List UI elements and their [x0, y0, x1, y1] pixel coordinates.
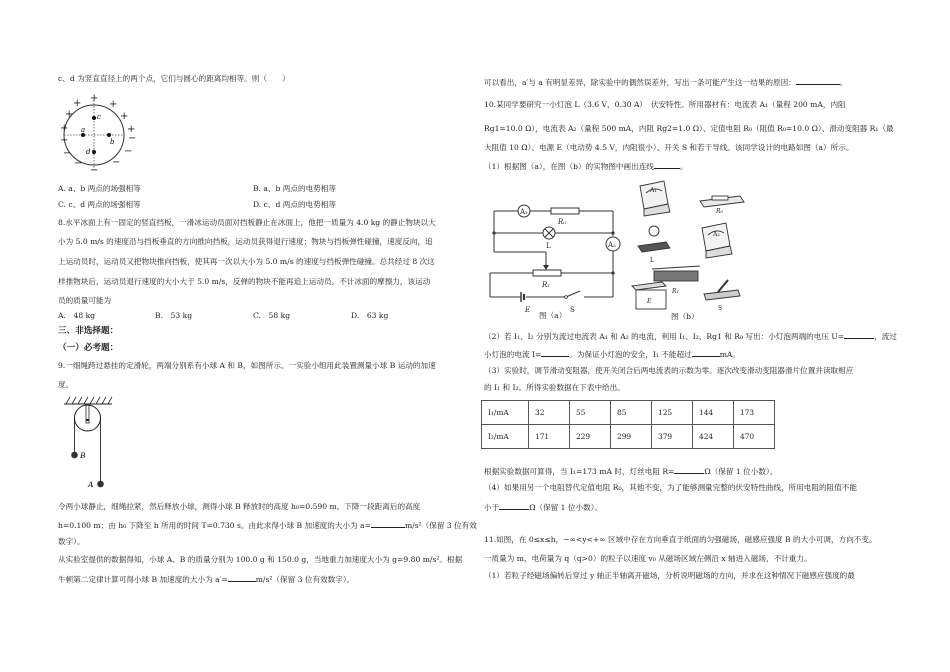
svg-text:d: d — [86, 148, 91, 156]
ball-a-label: A — [88, 480, 94, 489]
svg-text:A₂: A₂ — [608, 241, 616, 249]
q11-line-2: 一质量为 m，电荷量为 q（q>0）的粒子以速度 v₀ 从磁场区域左侧沿 x 轴进入磁场，不计重力。 — [484, 554, 812, 563]
svg-text:−: − — [124, 146, 133, 157]
table-cell: 125 — [652, 401, 693, 425]
table-cell: 171 — [529, 425, 570, 449]
q8-line-3: 上运动员时，运动员又把物块推向挡板，使其再一次以大小为 5.0 m/s 的速度与挡板弹性碰撞。总共经过 8 次这 — [58, 257, 435, 266]
table-row — [482, 401, 775, 425]
answer-blank-wiring[interactable] — [654, 160, 680, 169]
data-table — [481, 400, 775, 449]
table-cell: 32 — [529, 401, 570, 425]
svg-text:−: − — [74, 158, 83, 169]
q8-option-d: D. 63 kg — [351, 311, 389, 320]
apparatus-figure-b — [630, 176, 760, 311]
q9-line-2: 度。 — [58, 380, 74, 389]
answer-blank-i1-max[interactable] — [692, 348, 720, 357]
q8-option-b: B. 53 kg — [155, 311, 193, 320]
svg-text:R₀: R₀ — [716, 208, 723, 215]
q9-body-line-1: 令两小球静止，细绳拉紧，然后释放小球，测得小球 B 释放时的高度 h₀=0.590 m，下降一段距离后的高度 — [58, 502, 421, 511]
svg-text:b: b — [110, 138, 115, 146]
charged-ring-figure — [60, 94, 150, 176]
table-cell: 470 — [734, 425, 775, 449]
svg-text:A₁: A₁ — [650, 187, 657, 194]
q9-body-line-5: 牛顿第二定律计算可得小球 B 加速度的大小为 a′= m/s²（保留 3 位有效数字）。 — [58, 575, 355, 584]
svg-text:S: S — [718, 305, 723, 311]
table-row — [482, 425, 775, 449]
svg-text:+: + — [120, 111, 129, 122]
figure-a-caption: 图（a） — [539, 311, 567, 320]
svg-text:c: c — [97, 113, 101, 121]
svg-text:A₁: A₁ — [520, 208, 528, 216]
svg-text:a: a — [81, 126, 86, 134]
q9-tail: 可以看出，a′与 a 有明显差异，除实验中的偶然误差外，写出一条可能产生这一结果的原因： 。 — [484, 78, 848, 87]
q10-part3-result: 根据实验数据可算得，当 I₁=173 mA 时，灯丝电阻 R= Ω（保留 1 位小数）。 — [484, 467, 778, 476]
table-cell: 173 — [734, 401, 775, 425]
q7-option-b: B. a、b 两点的电势相等 — [253, 184, 336, 193]
q8-line-4: 样推物块后，运动员退行速度的大小大于 5.0 m/s，反弹的物块不能再追上运动员。不计冰面的摩擦力，该运动 — [58, 277, 431, 286]
svg-text:−: − — [60, 135, 69, 146]
q10-part1: （1）根据图（a），在图（b）的实物图中画出连线 。 — [484, 162, 688, 171]
q10-part3-line-1: （3）实验时，调节滑动变阻器，使开关闭合后两电流表的示数为零。逐次改变滑动变阻器滑片位置并读取相应 — [484, 366, 854, 375]
q7-option-c: C. c、d 两点的场强相等 — [58, 200, 141, 209]
svg-text:R₀: R₀ — [558, 218, 567, 226]
q10-part4-line-2: 小于 Ω（保留 1 位小数）。 — [484, 503, 603, 512]
q7-option-a: A. a、b 两点的场强相等 — [58, 184, 141, 193]
q10-line-2: Rg1=10.0 Ω），电流表 A₂（量程 500 mA，内阻 Rg2=1.0 Ω）、定值电阻 R₀（阻值 R₀=10.0 Ω）、滑动变阻器 R₁（最 — [484, 124, 894, 133]
svg-text:−: − — [63, 148, 72, 159]
pulley-figure — [62, 396, 122, 491]
svg-text:−: − — [90, 165, 99, 176]
answer-blank-resistance[interactable] — [674, 465, 704, 474]
q9-body-line-4: 从实验室提供的数据得知，小球 A、B 的质量分别为 100.0 g 和 150.0 g，当地重力加速度大小为 g=9.80 m/s²。根据 — [58, 555, 463, 564]
svg-text:+: + — [65, 109, 74, 120]
svg-text:R₁: R₁ — [672, 288, 679, 295]
q8-option-c: C. 58 kg — [253, 311, 291, 320]
svg-text:+: + — [90, 94, 99, 104]
svg-text:+: + — [127, 124, 136, 135]
q11-line-3: （1）若粒子经磁场偏转后穿过 y 轴正半轴离开磁场，分析说明磁场的方向，并求在这种情况下磁感应强度的最 — [484, 571, 855, 580]
answer-blank-a-prime[interactable] — [228, 573, 256, 582]
svg-text:+: + — [73, 98, 82, 109]
q7-option-d: D. c、d 两点的电势相等 — [253, 200, 336, 209]
answer-blank-a[interactable] — [371, 519, 405, 528]
q10-part2-line-2: 小灯泡的电流 I= 。为保证小灯泡的安全，I₁ 不能超过 mA。 — [484, 350, 740, 359]
answer-blank-reason[interactable] — [796, 76, 840, 85]
svg-text:S: S — [570, 306, 575, 314]
svg-text:R₁: R₁ — [542, 281, 551, 289]
table-cell: 299 — [611, 425, 652, 449]
q9-body-line-3: 数字）。 — [58, 537, 85, 546]
svg-text:−: − — [112, 157, 121, 168]
q10-part4-line-1: （4）如果用另一个电阻替代定值电阻 R₀，其他不变，为了能够测量完整的伏安特性曲线，所用电阻的阻值不能 — [484, 483, 857, 492]
q11-line-1: 11.如图，在 0≤x≤h，−∞<y<+∞ 区域中存在方向垂直于纸面的匀强磁场，磁感应强度 B 的大小可调，方向不变。 — [484, 535, 877, 544]
svg-text:+: + — [109, 99, 118, 110]
q9-line-1: 9.一细绳跨过悬挂的定滑轮，两端分别系有小球 A 和 B，如图所示。一实验小组用此装置测量小球 B 运动的加速 — [58, 361, 436, 370]
svg-text:L: L — [650, 257, 654, 264]
svg-text:A₂: A₂ — [713, 231, 720, 238]
table-cell: 144 — [693, 401, 734, 425]
section-heading: 三、非选择题： — [58, 326, 119, 336]
table-cell: 229 — [570, 425, 611, 449]
table-cell: 85 — [611, 401, 652, 425]
svg-text:E: E — [525, 306, 531, 314]
q10-line-3: 大阻值 10 Ω）、电源 E（电动势 4.5 V，内阻很小）、开关 S 和若干导线。该同学设计的电路如图（a）所示。 — [484, 143, 854, 152]
subsection-heading: （一）必考题： — [58, 343, 119, 353]
answer-blank-voltage[interactable] — [844, 330, 874, 339]
q8-option-a: A. 48 kg — [58, 311, 96, 320]
svg-text:−: − — [128, 133, 137, 144]
q8-line-5: 员的质量可能为 — [58, 296, 112, 305]
q8-line-2: 小为 5.0 m/s 的速度沿与挡板垂直的方向推向挡板，运动员获得退行速度；物块与挡板弹性碰撞，速度反向，追 — [58, 237, 433, 246]
answer-blank-min-resistance[interactable] — [499, 501, 529, 510]
q10-part3-line-2: 的 I₁ 和 I₂。所得实验数据在下表中给出。 — [484, 383, 625, 392]
q8-line-1: 8.水平冰面上有一固定的竖直挡板，一滑冰运动员面对挡板静止在冰面上，他把一质量为 4.0 kg 的静止物块以大 — [58, 218, 436, 227]
q10-line-1: 10.某同学要研究一小灯泡 L（3.6 V，0.30 A） 伏安特性。所用器材有：电流表 A₁（量程 200 mA，内阻 — [484, 100, 846, 109]
circuit-diagram-a — [488, 196, 623, 314]
svg-text:+: + — [60, 123, 69, 134]
table-cell: 379 — [652, 425, 693, 449]
answer-blank-current[interactable] — [541, 348, 569, 357]
svg-text:E: E — [647, 298, 652, 305]
table-header-cell: I₁/mA — [482, 401, 529, 425]
figure-b-caption: 图（b） — [671, 312, 699, 321]
q9-body-line-2: h=0.100 m；由 h₀ 下降至 h 所用的时间 T=0.730 s。由此求得小球 B 加速度的大小为 a= m/s²（保留 3 位有效 — [58, 521, 477, 530]
q10-part2-line-1: （2）若 I₁、I₂ 分别为流过电流表 A₁ 和 A₂ 的电流，利用 I₁、I₂、Rg1 和 R₀ 写出：小灯泡两端的电压 U= ，流过 — [484, 332, 897, 341]
table-cell: 424 — [693, 425, 734, 449]
svg-text:L: L — [546, 242, 551, 250]
table-cell: 55 — [570, 401, 611, 425]
ball-b-label: B — [80, 451, 86, 460]
q7-stem-tail: c、d 为竖直直径上的两个点，它们与圆心的距离均相等。则（ ） — [58, 74, 290, 83]
table-header-cell: I₂/mA — [482, 425, 529, 449]
